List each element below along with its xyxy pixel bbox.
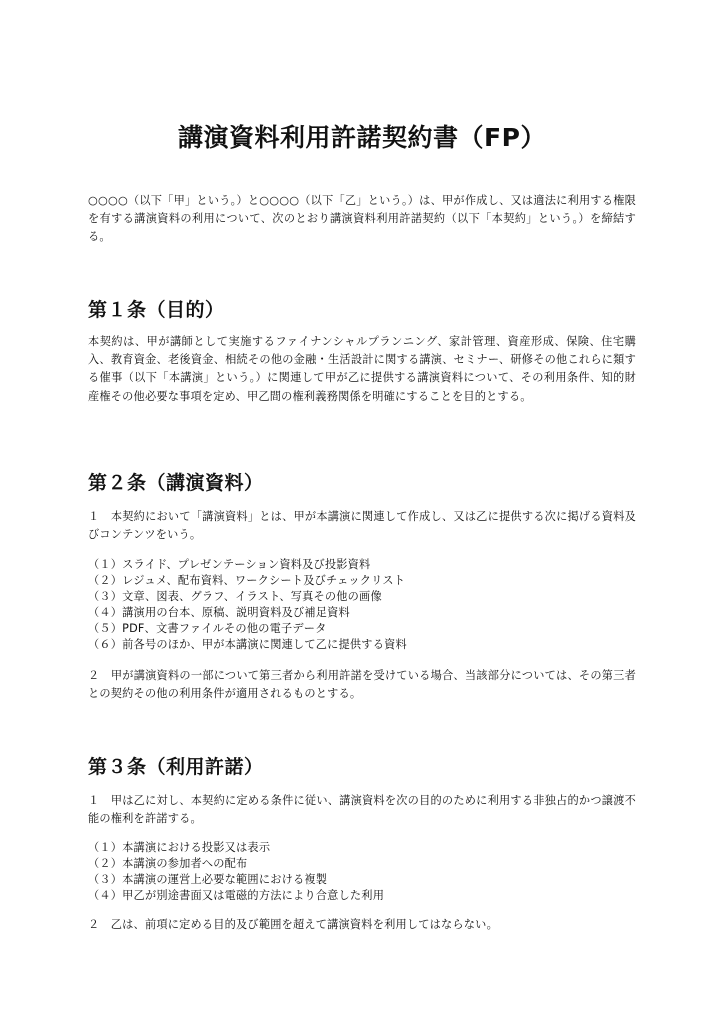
list-item: （１）本講演における投影又は表示 [88,841,271,854]
document-title: 講演資料利用許諾契約書（FP） [178,123,546,152]
list-item: （２）レジュメ、配布資料、ワークシート及びチェックリスト [88,574,406,587]
article-3-clause-2: ２ 乙は、前項に定める目的及び範囲を超えて講演資料を利用してはならない。 [88,918,498,931]
preamble-paragraph: ○○○○（以下「甲」という。）と○○○○（以下「乙」という。）は、甲が作成し、又は適法に利用する権限を有する講演資料の利用について、次のとおり講演資料利用許諾契約（以下「本契約」という。）を締結する。 [88,194,636,244]
article-1-paragraph: 本契約は、甲が講師として実施するファイナンシャルプランニング、家計管理、資産形成、保険、住宅購入、教育資金、老後資金、相続その他の金融・生活設計に関する講演、セミナー、研修その他これらに類する催事（以下「本講演」という。）に関連して甲が乙に提供する講演資料について、その利用条件、知的財産権その他必要な事項を定め、甲乙間の権利義務関係を明確にすることを目的とする。 [88,335,636,403]
list-item: （４）甲乙が別途書面又は電磁的方法により合意した利用 [88,889,385,902]
list-item: （４）講演用の台本、原稿、説明資料及び補足資料 [88,606,350,619]
list-item: （１）スライド、プレゼンテーション資料及び投影資料 [88,558,371,571]
article-2-item-list [88,557,636,653]
article-2-clause-2: ２ 甲が講演資料の一部について第三者から利用許諾を受けている場合、当該部分については、その第三者との契約その他の利用条件が適用されるものとする。 [88,669,636,701]
article-1-heading: 第１条（目的） [88,299,225,321]
list-item: （５）PDF、文書ファイルその他の電子データ [88,622,327,635]
article-3-heading: 第３条（利用許諾） [88,756,264,778]
list-item: （６）前各号のほか、甲が本講演に関連して乙に提供する資料 [88,638,407,651]
list-item: （２）本講演の参加者への配布 [88,857,248,870]
list-item: （３）本講演の運営上必要な範囲における複製 [88,873,328,886]
article-3-item-list [88,840,636,904]
list-item: （３）文章、図表、グラフ、イラスト、写真その他の画像 [88,590,382,603]
article-3-clause-1: １ 甲は乙に対し、本契約に定める条件に従い、講演資料を次の目的のために利用する非独占的かつ譲渡不能の権利を許諾する。 [88,794,636,826]
article-2-clause-1: １ 本契約において「講演資料」とは、甲が本講演に関連して作成し、又は乙に提供する次に掲げる資料及びコンテンツをいう。 [88,510,636,542]
article-2-heading: 第２条（講演資料） [88,472,264,494]
